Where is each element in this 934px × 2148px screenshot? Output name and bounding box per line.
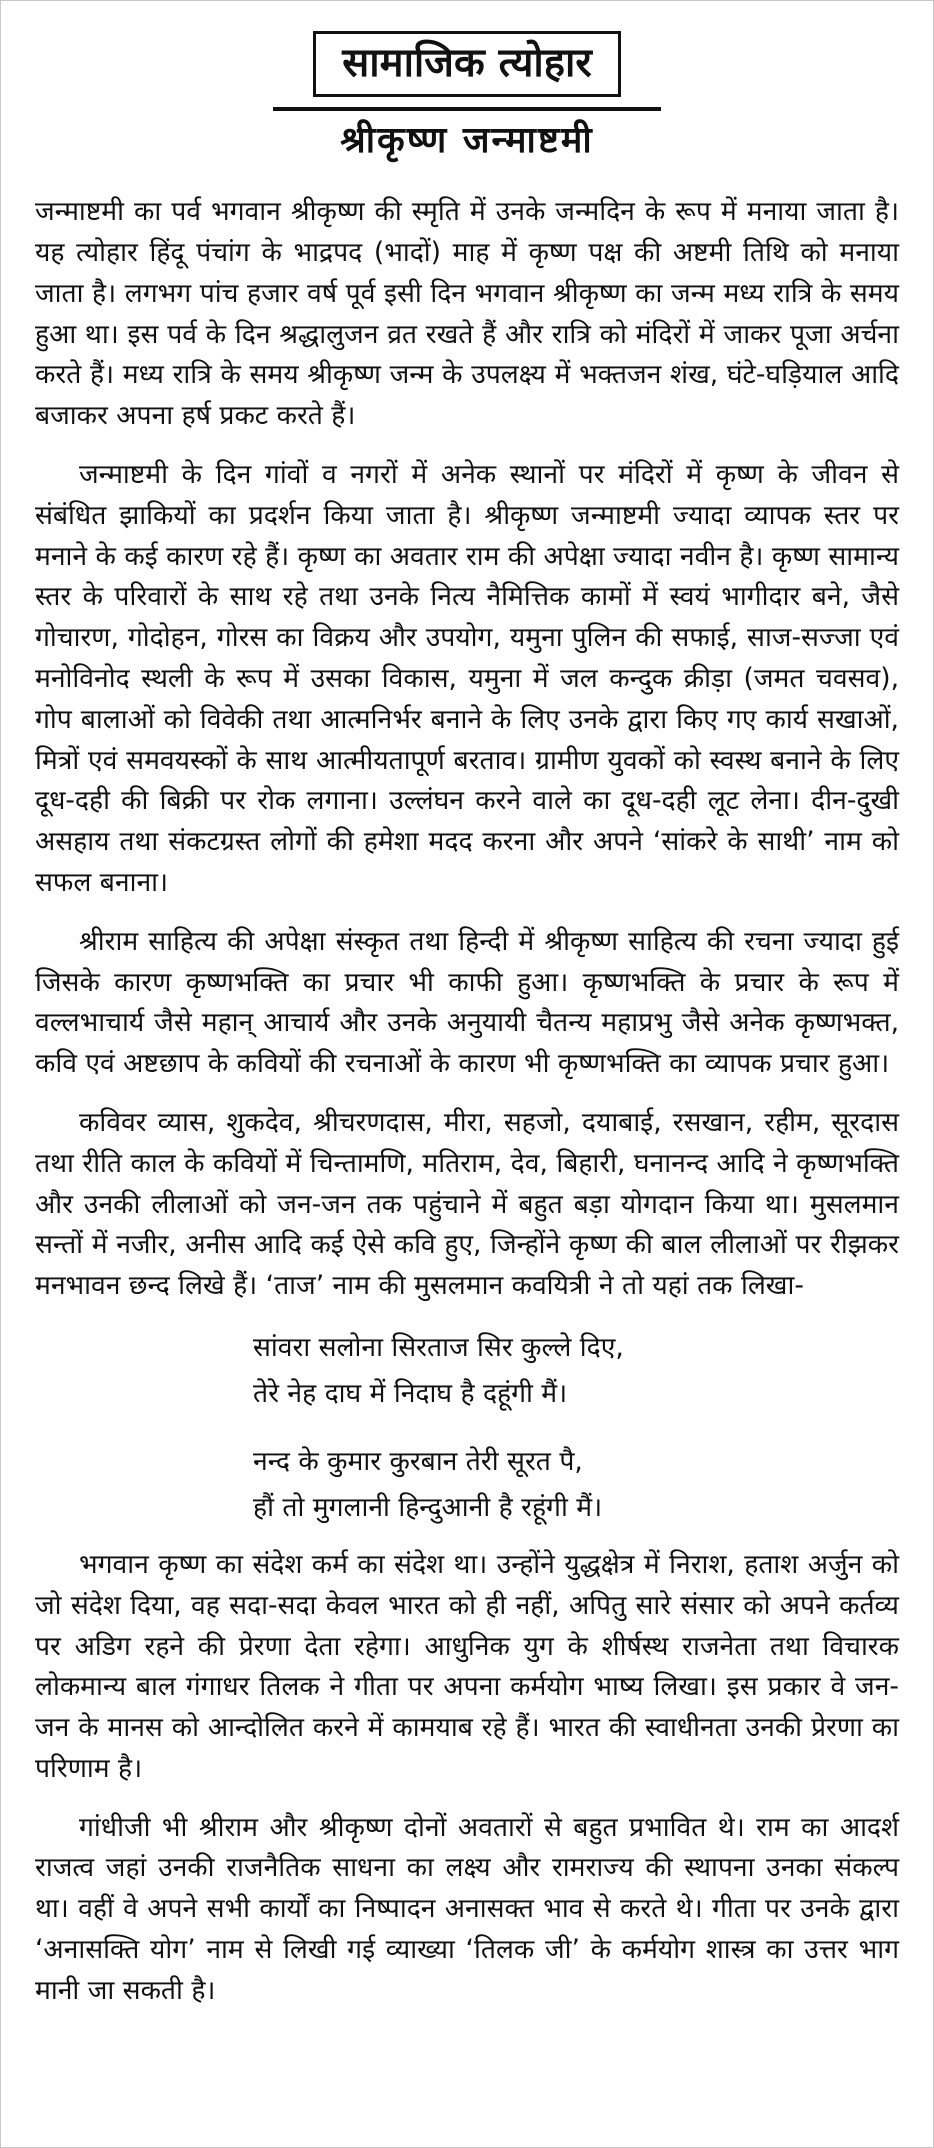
page-title: सामाजिक त्योहार: [313, 31, 621, 97]
document-header: [35, 31, 899, 162]
poem-line-3: नन्द के कुमार कुरबान तेरी सूरत पै,: [253, 1445, 583, 1477]
poem-stanza-gap: [253, 1417, 899, 1439]
paragraph-1: जन्माष्टमी का पर्व भगवान श्रीकृष्ण की स्मृति में उनके जन्मदिन के रूप में मनाया जाता है। यह त्योहार हिंदू पंचांग के भाद्रपद (भादों) माह में कृष्ण पक्ष की अष्टमी तिथि को मनाया जाता है। लगभग पांच हजार वर्ष पूर्व इसी दिन भगवान श्रीकृष्ण का जन्म मध्य रात्रि के समय हुआ था। इस पर्व के दिन श्रद्धालुजन व्रत रखते हैं और रात्रि को मंदिरों में जाकर पूजा अर्चना करते हैं। मध्य रात्रि के समय श्रीकृष्ण जन्म के उपलक्ष्य में भक्तजन शंख, घंटे-घड़ियाल आदि बजाकर अपना हर्ष प्रकट करते हैं।: [35, 196, 899, 432]
paragraph-3: श्रीराम साहित्य की अपेक्षा संस्कृत तथा हिन्दी में श्रीकृष्ण साहित्य की रचना ज्यादा हुई जिसके कारण कृष्णभक्ति का प्रचार भी काफी हुआ। कृष्णभक्ति के प्रचार के रूप में वल्लभाचार्य जैसे महान् आचार्य और उनके अनुयायी चैतन्य महाप्रभु जैसे अनेक कृष्णभक्त, कवि एवं अष्टछाप के कवियों की रचनाओं के कारण भी कृष्णभक्ति का व्यापक प्रचार हुआ।: [35, 925, 899, 1080]
paragraph-5: भगवान कृष्ण का संदेश कर्म का संदेश था। उन्होंने युद्धक्षेत्र में निराश, हताश अर्जुन को जो संदेश दिया, वह सदा-सदा केवल भारत को ही नहीं, अपितु सारे संसार को अपने कर्तव्य पर अडिग रहने की प्रेरणा देता रहेगा। आधुनिक युग के शीर्षस्थ राजनेता तथा विचारक लोकमान्य बाल गंगाधर तिलक ने गीता पर अपना कर्मयोग भाष्य लिखा। इस प्रकार वे जन-जन के मानस को आन्दोलित करने में कामयाब रहे हैं। भारत की स्वाधीनता उनकी प्रेरणा का परिणाम है।: [35, 1548, 899, 1784]
paragraph-4: कविवर व्यास, शुकदेव, श्रीचरणदास, मीरा, सहजो, दयाबाई, रसखान, रहीम, सूरदास तथा रीति काल के कवियों में चिन्तामणि, मतिराम, देव, बिहारी, घनानन्द आदि ने कृष्णभक्ति और उनकी लीलाओं को जन-जन तक पहुंचाने में बहुत बड़ा योगदान किया था। मुसलमान सन्तों में नजीर, अनीस आदि कई ऐसे कवि हुए, जिन्होंने कृष्ण की बाल लीलाओं पर रीझकर मनभावन छन्द लिखे हैं। ‘ताज’ नाम की मुसलमान कवयित्री ने तो यहां तक लिखा-: [35, 1106, 899, 1302]
poem-line-1: सांवरा सलोना सिरताज सिर कुल्ले दिए,: [253, 1331, 624, 1363]
essay-body: [35, 192, 899, 2011]
poem-quote: [253, 1325, 899, 1531]
poem-line-2: तेरे नेह दाघ में निदाघ है दहूंगी मैं।: [253, 1377, 568, 1409]
paragraph-6: गांधीजी भी श्रीराम और श्रीकृष्ण दोनों अवतारों से बहुत प्रभावित थे। राम का आदर्श राजत्व जहां उनकी राजनैतिक साधना का लक्ष्य और रामराज्य की स्थापना उनका संकल्प था। वहीं वे अपने सभी कार्यों का निष्पादन अनासक्त भाव से करते थे। गीता पर उनके द्वारा ‘अनासक्ति योग’ नाम से लिखी गई व्याख्या ‘तिलक जी’ के कर्मयोग शास्त्र का उत्तर भाग मानी जा सकती है।: [35, 1811, 899, 2006]
poem-line-4: हौं तो मुगलानी हिन्दुआनी है रहूंगी मैं।: [253, 1491, 603, 1523]
essay-subtitle: श्रीकृष्ण जन्माष्टमी: [273, 107, 661, 162]
paragraph-2: जन्माष्टमी के दिन गांवों व नगरों में अनेक स्थानों पर मंदिरों में कृष्ण के जीवन से संबंधित झाकियों का प्रदर्शन किया जाता है। श्रीकृष्ण जन्माष्टमी ज्यादा व्यापक स्तर पर मनाने के कई कारण रहे हैं। कृष्ण का अवतार राम की अपेक्षा ज्यादा नवीन है। कृष्ण सामान्य स्तर के परिवारों के साथ रहे तथा उनके नित्य नैमित्तिक कामों में स्वयं भागीदार बने, जैसे गोचारण, गोदोहन, गोरस का विक्रय और उपयोग, यमुना पुलिन की सफाई, साज-सज्जा एवं मनोविनोद स्थली के रूप में उसका विकास, यमुना में जल कन्दुक क्रीड़ा (जमत चवसव), गोप बालाओं को विवेकी तथा आत्मनिर्भर बनाने के लिए उनके द्वारा किए गए कार्य सखाओं, मित्रों एवं समवयस्कों के साथ आत्मीयतापूर्ण बरताव। ग्रामीण युवकों को स्वस्थ बनाने के लिए दूध-दही की बिक्री पर रोक लगाना। उल्लंघन करने वाले का दूध-दही लूट लेना। दीन-दुखी असहाय तथा संकटग्रस्त लोगों की हमेशा मदद करना और अपने ‘सांकरे के साथी’ नाम को सफल बनाना।: [35, 458, 900, 898]
